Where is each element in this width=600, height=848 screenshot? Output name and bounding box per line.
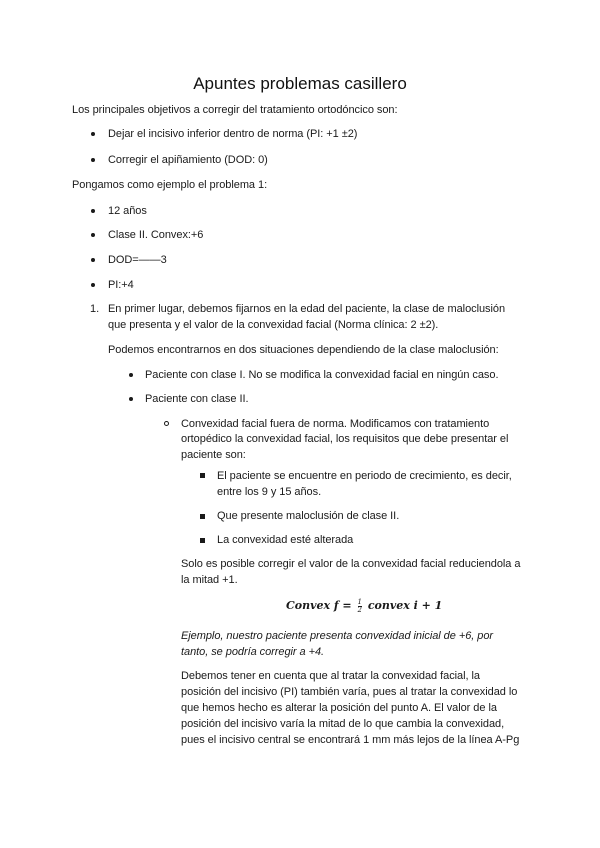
example-item: Clase II. Convex:+6 — [108, 229, 204, 241]
situation-item: Paciente con clase II. — [145, 393, 249, 405]
bullet-circle — [164, 421, 169, 426]
closing-line: pues el incisivo central se encontrará 1 mm más lejos de la línea A-Pg — [181, 734, 520, 746]
convexity-formula — [286, 596, 442, 616]
page-title: Apuntes problemas casillero — [193, 74, 407, 93]
formula-left: Convex f = — [286, 599, 352, 612]
bullet-square — [200, 538, 205, 543]
formula-fraction — [358, 599, 362, 614]
step-text-line: En primer lugar, debemos fijarnos en la edad del paciente, la clase de maloclusión — [108, 303, 506, 315]
objective-item: Corregir el apiñamiento (DOD: 0) — [108, 154, 268, 166]
sub-item-line: Convexidad facial fuera de norma. Modificamos con tratamiento — [181, 418, 490, 430]
requirement-line: entre los 9 y 15 años. — [217, 486, 322, 498]
closing-line: posición del incisivo (PI) también varía, pues al tratar la convexidad lo — [181, 686, 518, 698]
bullet-square — [200, 473, 205, 478]
example-item: DOD=——3 — [108, 254, 167, 266]
sub-item-line: paciente son: — [181, 449, 246, 461]
intro-paragraph: Los principales objetivos a corregir del tratamiento ortodóncico son: — [72, 104, 398, 116]
closing-line: que hemos hecho es alterar la posición del punto A. El valor de la — [181, 702, 497, 714]
formula-right: convex i + 1 — [367, 599, 443, 612]
bullet-dot — [91, 158, 95, 162]
example-item: 12 años — [108, 205, 147, 217]
situations-intro: Podemos encontrarnos en dos situaciones dependiendo de la clase maloclusión: — [108, 344, 499, 356]
correction-line: la mitad +1. — [181, 574, 238, 586]
requirement-line: Que presente maloclusión de clase II. — [217, 510, 400, 522]
correction-line: Solo es posible corregir el valor de la convexidad facial reduciendola a — [181, 558, 521, 570]
fraction-numerator: 1 — [357, 597, 362, 606]
closing-line: Debemos tener en cuenta que al tratar la convexidad facial, la — [181, 670, 480, 682]
bullet-square — [200, 514, 205, 519]
sub-item-line: ortopédico la convexidad facial, los requisitos que debe presentar el — [181, 433, 509, 445]
example-intro: Pongamos como ejemplo el problema 1: — [72, 179, 268, 191]
bullet-dot — [91, 209, 95, 213]
bullet-dot — [91, 283, 95, 287]
requirement-line: El paciente se encuentre en periodo de crecimiento, es decir, — [217, 470, 512, 482]
example-line: tanto, se podría corregir a +4. — [181, 646, 325, 658]
bullet-dot — [129, 397, 133, 401]
bullet-dot — [129, 373, 133, 377]
example-item: PI:+4 — [108, 279, 134, 291]
step-number: 1. — [90, 303, 100, 315]
requirement-line: La convexidad esté alterada — [217, 534, 354, 546]
bullet-dot — [91, 233, 95, 237]
objective-item: Dejar el incisivo inferior dentro de norma (PI: +1 ±2) — [108, 128, 358, 140]
closing-line: posición del incisivo varía la mitad de lo que cambia la convexidad, — [181, 718, 505, 730]
example-line: Ejemplo, nuestro paciente presenta convexidad inicial de +6, por — [181, 630, 494, 642]
situation-item: Paciente con clase I. No se modifica la convexidad facial en ningún caso. — [145, 369, 499, 381]
step-text-line: que presenta y el valor de la convexidad facial (Norma clínica: 2 ±2). — [108, 319, 439, 331]
bullet-dot — [91, 132, 95, 136]
bullet-dot — [91, 258, 95, 262]
fraction-denominator: 2 — [357, 605, 362, 614]
